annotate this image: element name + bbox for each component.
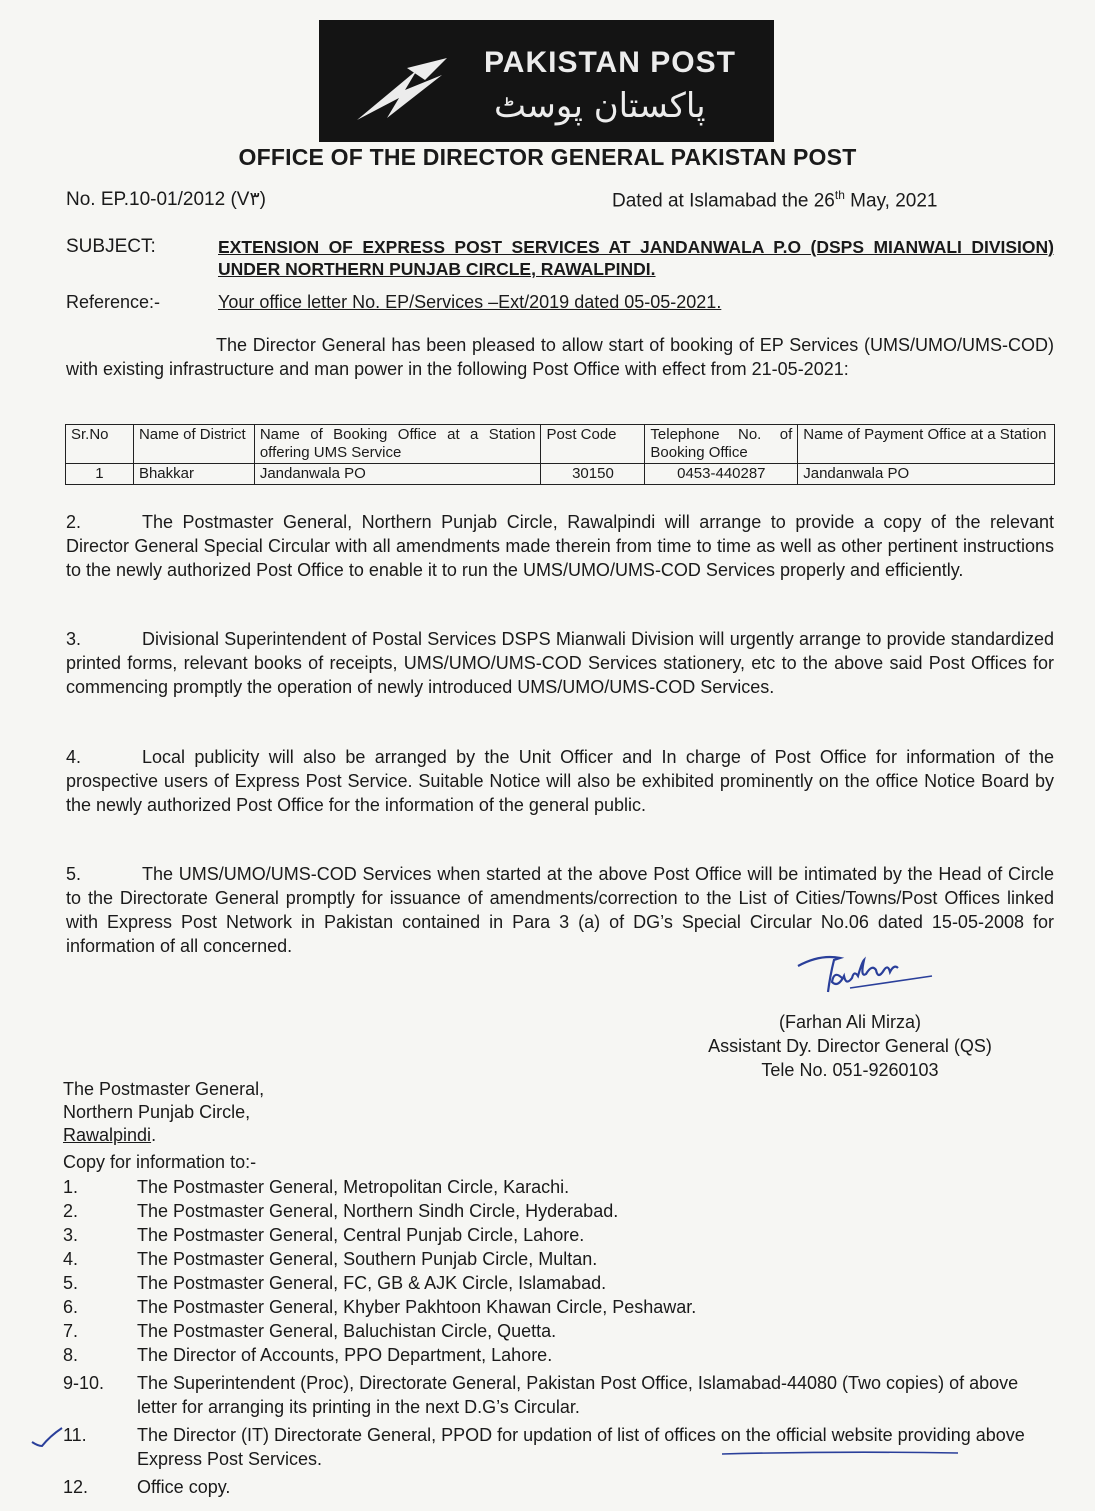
table-header-row [66,425,1055,464]
paragraph-4 [66,745,1054,817]
addressee-line-1: The Postmaster General, [63,1079,265,1099]
date-line [612,188,937,212]
signatory-name: (Farhan Ali Mirza) [778,1012,922,1032]
list-item [63,1475,1053,1499]
handwritten-signature [790,948,940,1000]
table-row [66,464,1055,485]
pakistan-post-logo [319,20,774,142]
list-item [63,1371,1053,1419]
addressee-block [63,1078,264,1147]
list-text: The Postmaster General, Northern Sindh Circle, Hyderabad. [137,1201,619,1221]
pen-underline [720,1448,960,1458]
cell-booking-office: Jandanwala PO [254,464,541,485]
list-text: The Postmaster General, Central Punjab Circle, Lahore. [137,1225,585,1245]
paragraph-text: Local publicity will also be arranged by the Unit Officer and In charge of Post Office for information of the prospective users of Express Post Service. Suitable Notice will also be exhibited prominently on the office Notice Board by the newly authorized Post Office for the information of the general public. [66,747,1054,815]
paragraph-text: Divisional Superintendent of Postal Services DSPS Mianwali Division will urgently arrange to provide standardized printed forms, relevant books of receipts, UMS/UMO/UMS-COD Services stationery, etc to the above said Post Offices for commencing promptly the operation of newly introduced UMS/UMO/UMS-COD Services. [66,629,1054,697]
cell-payment-office: Jandanwala PO [798,464,1055,485]
header-district: Name of District [133,425,254,464]
list-text: The Postmaster General, Metropolitan Circle, Karachi. [137,1177,570,1197]
list-item [63,1295,1053,1319]
reference-text: Your office letter No. EP/Services –Ext/2019 dated 05-05-2021. [218,292,722,312]
paragraph-2 [66,510,1054,582]
list-item [63,1175,1053,1199]
list-item [63,1247,1053,1271]
list-text: The Director of Accounts, PPO Department, Lahore. [137,1345,553,1365]
list-number: 5. [63,1273,79,1293]
date-prefix: Dated at Islamabad the 26 [612,190,835,212]
signatory-block [640,1010,1060,1082]
date-superscript: th [834,188,845,202]
list-text: The Postmaster General, FC, GB & AJK Circle, Islamabad. [137,1273,607,1293]
list-number: 12. [63,1477,89,1497]
list-number: 2. [63,1201,79,1221]
list-text: The Superintendent (Proc), Directorate General, Pakistan Post Office, Islamabad-44080 (Two copies) of above letter for arranging its printing in the next D.G’s Circular. [137,1373,1019,1417]
post-bird-icon [347,50,467,130]
header-booking-office: Name of Booking Office at a Station offering UMS Service [254,425,541,464]
list-number: 11. [63,1425,87,1445]
pen-check-mark-icon [30,1426,64,1448]
reference-label: Reference:- [66,292,161,312]
paragraph-number: 2. [66,512,82,532]
list-item [63,1199,1053,1223]
list-item [63,1423,1053,1471]
logo-urdu-text: پاکستان پوسٹ [494,86,706,126]
paragraph-number: 4. [66,747,82,767]
addressee-city-suffix: . [151,1125,157,1145]
list-text: The Postmaster General, Southern Punjab Circle, Multan. [137,1249,598,1269]
addressee-line-2: Northern Punjab Circle, [63,1102,251,1122]
copy-label: Copy for information to:- [63,1152,257,1172]
subject-text: EXTENSION OF EXPRESS POST SERVICES AT JANDANWALA P.O (DSPS MIANWALI DIVISION) UNDER NORTHERN PUNJAB CIRCLE, RAWALPINDI. [218,237,1054,279]
intro-paragraph: The Director General has been pleased to allow start of booking of EP Services (UMS/UMO/UMS-COD) with existing infrastructure and man power in the following Post Office with effect from 21-05-2021: [66,335,1054,379]
list-item [63,1271,1053,1295]
list-item [63,1223,1053,1247]
signatory-phone: Tele No. 051-9260103 [761,1060,939,1080]
cell-telephone: 0453-440287 [645,464,798,485]
list-number: 7. [63,1321,79,1341]
subject-label: SUBJECT: [66,236,156,257]
cell-post-code: 30150 [541,464,645,485]
cell-district: Bhakkar [133,464,254,485]
list-number: 1. [63,1177,79,1197]
paragraph-5 [66,862,1054,958]
header-post-code: Post Code [541,425,645,464]
list-item [63,1343,1053,1367]
header-sr-no: Sr.No [66,425,134,464]
header-telephone: Telephone No. of Booking Office [645,425,798,464]
cell-sr-no: 1 [66,464,134,485]
list-number: 9-10. [63,1373,105,1393]
paragraph-number: 5. [66,864,82,884]
logo-text: PAKISTAN POST [484,46,736,79]
reference-number: No. EP.10-01/2012 (V٣) [66,189,266,210]
list-text: The Postmaster General, Baluchistan Circle, Quetta. [137,1321,557,1341]
header-payment-office: Name of Payment Office at a Station [798,425,1055,464]
addressee-line-3 [63,1124,264,1147]
list-number: 8. [63,1345,79,1365]
list-text: The Postmaster General, Khyber Pakhtoon Khawan Circle, Peshawar. [137,1297,697,1317]
list-item [63,1319,1053,1343]
date-suffix: May, 2021 [844,190,938,212]
paragraph-text: The UMS/UMO/UMS-COD Services when started at the above Post Office will be intimated by the Head of Circle to the Directorate General promptly for issuance of amendments/correction to the List of Cities/Towns/Post Offices linked with Express Post Network in Pakistan contained in Para 3 (a) of DG’s Special Circular No.06 dated 15-05-2008 for information of all concerned. [66,864,1054,956]
paragraph-text: The Postmaster General, Northern Punjab Circle, Rawalpindi will arrange to provide a copy of the relevant Director General Special Circular with all amendments made therein from time to time as well as other pertinent instructions to the newly authorized Post Office to enable it to run the UMS/UMO/UMS-COD Services properly and efficiently. [66,512,1054,580]
list-number: 6. [63,1297,79,1317]
paragraph-number: 3. [66,629,82,649]
signatory-designation: Assistant Dy. Director General (QS) [708,1036,992,1056]
list-number: 4. [63,1249,79,1269]
office-title: OFFICE OF THE DIRECTOR GENERAL PAKISTAN POST [238,144,857,170]
list-number: 3. [63,1225,79,1245]
paragraph-3 [66,627,1054,699]
list-text: The Director (IT) Directorate General, PPOD for updation of list of offices on the official website providing above Express Post Services. [137,1425,1025,1469]
list-text: Office copy. [137,1477,231,1497]
station-table [65,424,1055,485]
addressee-city: Rawalpindi [63,1125,152,1145]
